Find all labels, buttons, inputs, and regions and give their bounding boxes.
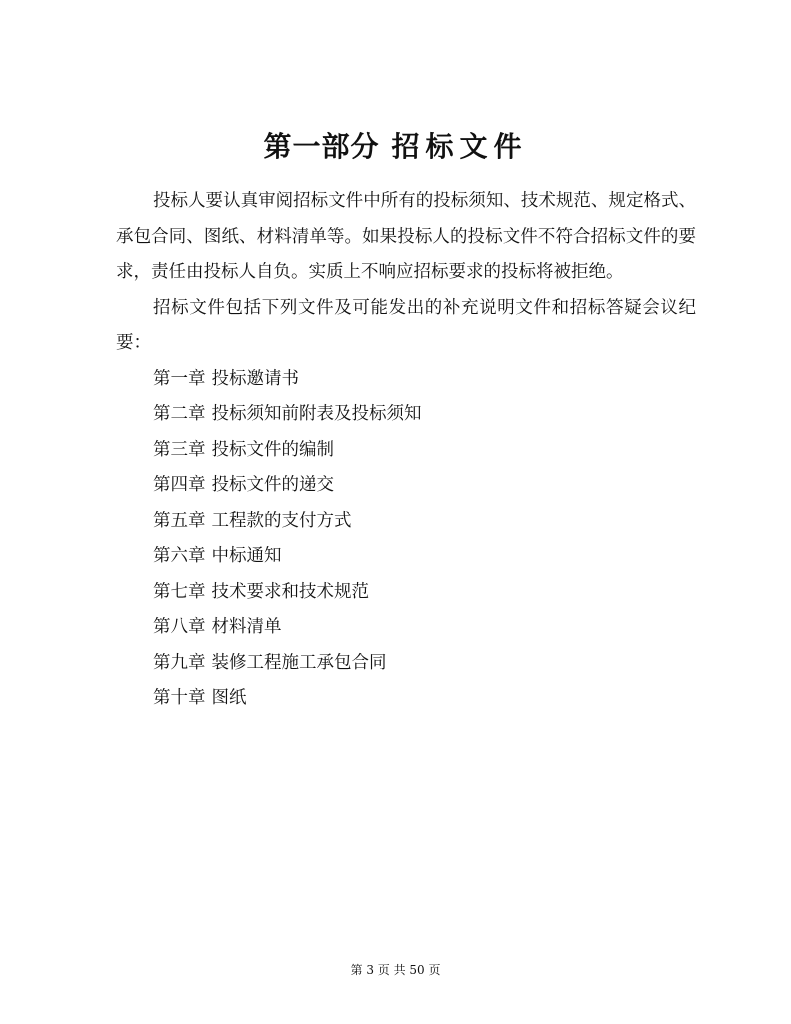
chapter-number: 第一章 (153, 368, 206, 389)
chapter-name: 投标邀请书 (211, 368, 299, 389)
chapter-item (116, 610, 696, 646)
chapter-name: 装修工程施工承包合同 (211, 652, 387, 673)
chapter-number: 第九章 (153, 652, 206, 673)
chapter-item (116, 362, 696, 398)
chapter-number: 第八章 (153, 617, 206, 637)
intro-paragraph: 投标人要认真审阅招标文件中所有的投标须知、技术规范、规定格式、承包合同、图纸、材料清单等。如果投标人的投标文件不符合招标文件的要求，责任由投标人自负。实质上不响应招标要求的投标将被拒绝。 (116, 191, 696, 282)
chapter-name: 投标文件的编制 (211, 439, 334, 460)
chapter-item (116, 575, 696, 611)
chapter-number: 第五章 (153, 510, 206, 531)
chapter-item (116, 397, 696, 433)
chapter-item (116, 504, 696, 540)
chapter-list (116, 362, 696, 717)
chapter-name: 技术要求和技术规范 (211, 581, 369, 602)
chapter-item (116, 468, 696, 504)
contents-paragraph: 招标文件包括下列文件及可能发出的补充说明文件和招标答疑会议纪要： (116, 297, 696, 353)
chapter-item (116, 433, 696, 469)
chapter-item (116, 681, 696, 717)
chapter-name: 投标须知前附表及投标须知 (211, 404, 422, 424)
chapter-name: 投标文件的递交 (211, 475, 334, 495)
chapter-name: 工程款的支付方式 (211, 510, 352, 531)
chapter-number: 第六章 (153, 546, 206, 566)
chapter-number: 第七章 (153, 581, 206, 602)
chapter-item (116, 539, 696, 575)
chapter-name: 图纸 (211, 688, 247, 708)
page-footer: 第 3 页 共 50 页 (350, 963, 441, 977)
chapter-number: 第三章 (153, 439, 206, 460)
title-main: 招标文件 (391, 129, 528, 163)
chapter-number: 第十章 (153, 688, 206, 708)
chapter-number: 第二章 (153, 404, 206, 424)
body-text (116, 184, 696, 717)
chapter-number: 第四章 (153, 475, 206, 495)
chapter-item (116, 646, 696, 682)
page-title (0, 127, 791, 167)
chapter-name: 中标通知 (211, 546, 282, 566)
title-part: 第一部分 (263, 129, 380, 163)
chapter-name: 材料清单 (211, 617, 282, 637)
